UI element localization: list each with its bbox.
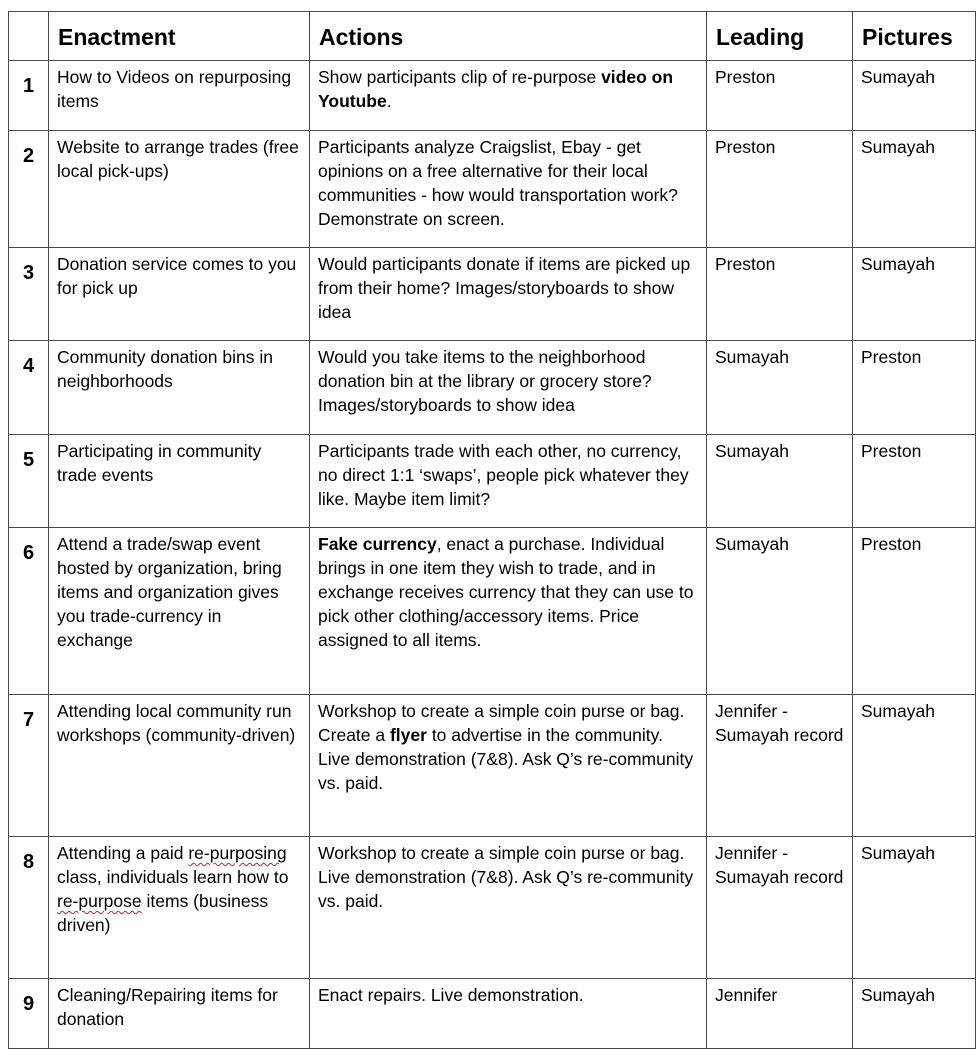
table-row: [9, 341, 976, 435]
pictures-cell: Sumayah: [853, 695, 976, 837]
table-row: [9, 837, 976, 979]
enactment-cell: Website to arrange trades (free local pick-ups): [49, 131, 310, 248]
row-number: 1: [9, 61, 49, 131]
header-pictures: Pictures: [853, 12, 976, 61]
header-enactment: Enactment: [49, 12, 310, 61]
enactment-cell: Attending local community run workshops (community-driven): [49, 695, 310, 837]
header-leading: Leading: [707, 12, 853, 61]
actions-cell: Show participants clip of re-purpose video on Youtube.: [310, 61, 707, 131]
table-row: [9, 131, 976, 248]
actions-cell: Would participants donate if items are picked up from their home? Images/storyboards to show idea: [310, 248, 707, 341]
enactment-cell: How to Videos on repurposing items: [49, 61, 310, 131]
leading-cell: Preston: [707, 131, 853, 248]
actions-cell: Workshop to create a simple coin purse or bag. Create a flyer to advertise in the community. Live demonstration (7&8). Ask Q’s re-community vs. paid.: [310, 695, 707, 837]
leading-cell: Sumayah: [707, 528, 853, 695]
table-row: [9, 528, 976, 695]
spellcheck-underline: re-purpose: [57, 891, 142, 911]
table-row: [9, 695, 976, 837]
spellcheck-underline: re-purposing: [188, 843, 287, 863]
row-number: 6: [9, 528, 49, 695]
row-number: 2: [9, 131, 49, 248]
header-row: [9, 12, 976, 61]
leading-cell: Preston: [707, 61, 853, 131]
header-actions: Actions: [310, 12, 707, 61]
pictures-cell: Sumayah: [853, 979, 976, 1049]
enactment-cell: Attend a trade/swap event hosted by organization, bring items and organization gives you trade-currency in exchange: [49, 528, 310, 695]
actions-cell: Workshop to create a simple coin purse or bag. Live demonstration (7&8). Ask Q’s re-community vs. paid.: [310, 837, 707, 979]
table-row: [9, 248, 976, 341]
enactment-table: [8, 11, 976, 1049]
actions-cell: Enact repairs. Live demonstration.: [310, 979, 707, 1049]
enactment-cell: Community donation bins in neighborhoods: [49, 341, 310, 435]
actions-cell: Participants analyze Craigslist, Ebay - get opinions on a free alternative for their local communities - how would transportation work? Demonstrate on screen.: [310, 131, 707, 248]
pictures-cell: Preston: [853, 341, 976, 435]
row-number: 8: [9, 837, 49, 979]
actions-cell: Would you take items to the neighborhood donation bin at the library or grocery store? Images/storyboards to show idea: [310, 341, 707, 435]
actions-cell: Participants trade with each other, no currency, no direct 1:1 ‘swaps’, people pick whatever they like. Maybe item limit?: [310, 435, 707, 528]
pictures-cell: Sumayah: [853, 131, 976, 248]
row-number: 4: [9, 341, 49, 435]
pictures-cell: Sumayah: [853, 248, 976, 341]
enactment-cell: Participating in community trade events: [49, 435, 310, 528]
leading-cell: Sumayah: [707, 435, 853, 528]
pictures-cell: Preston: [853, 528, 976, 695]
table-row: [9, 435, 976, 528]
header-number: [9, 12, 49, 61]
row-number: 7: [9, 695, 49, 837]
leading-cell: Jennifer: [707, 979, 853, 1049]
leading-cell: Jennifer - Sumayah record: [707, 837, 853, 979]
leading-cell: Preston: [707, 248, 853, 341]
row-number: 3: [9, 248, 49, 341]
enactment-cell: Cleaning/Repairing items for donation: [49, 979, 310, 1049]
pictures-cell: Sumayah: [853, 61, 976, 131]
actions-cell: Fake currency, enact a purchase. Individual brings in one item they wish to trade, and in exchange receives currency that they can use to pick other clothing/accessory items. Price assigned to all items.: [310, 528, 707, 695]
table-row: [9, 61, 976, 131]
enactment-cell: Attending a paid re-purposing class, individuals learn how to re-purpose items (business driven): [49, 837, 310, 979]
pictures-cell: Sumayah: [853, 837, 976, 979]
row-number: 9: [9, 979, 49, 1049]
pictures-cell: Preston: [853, 435, 976, 528]
leading-cell: Jennifer - Sumayah record: [707, 695, 853, 837]
enactment-cell: Donation service comes to you for pick up: [49, 248, 310, 341]
row-number: 5: [9, 435, 49, 528]
table-row: [9, 979, 976, 1049]
leading-cell: Sumayah: [707, 341, 853, 435]
